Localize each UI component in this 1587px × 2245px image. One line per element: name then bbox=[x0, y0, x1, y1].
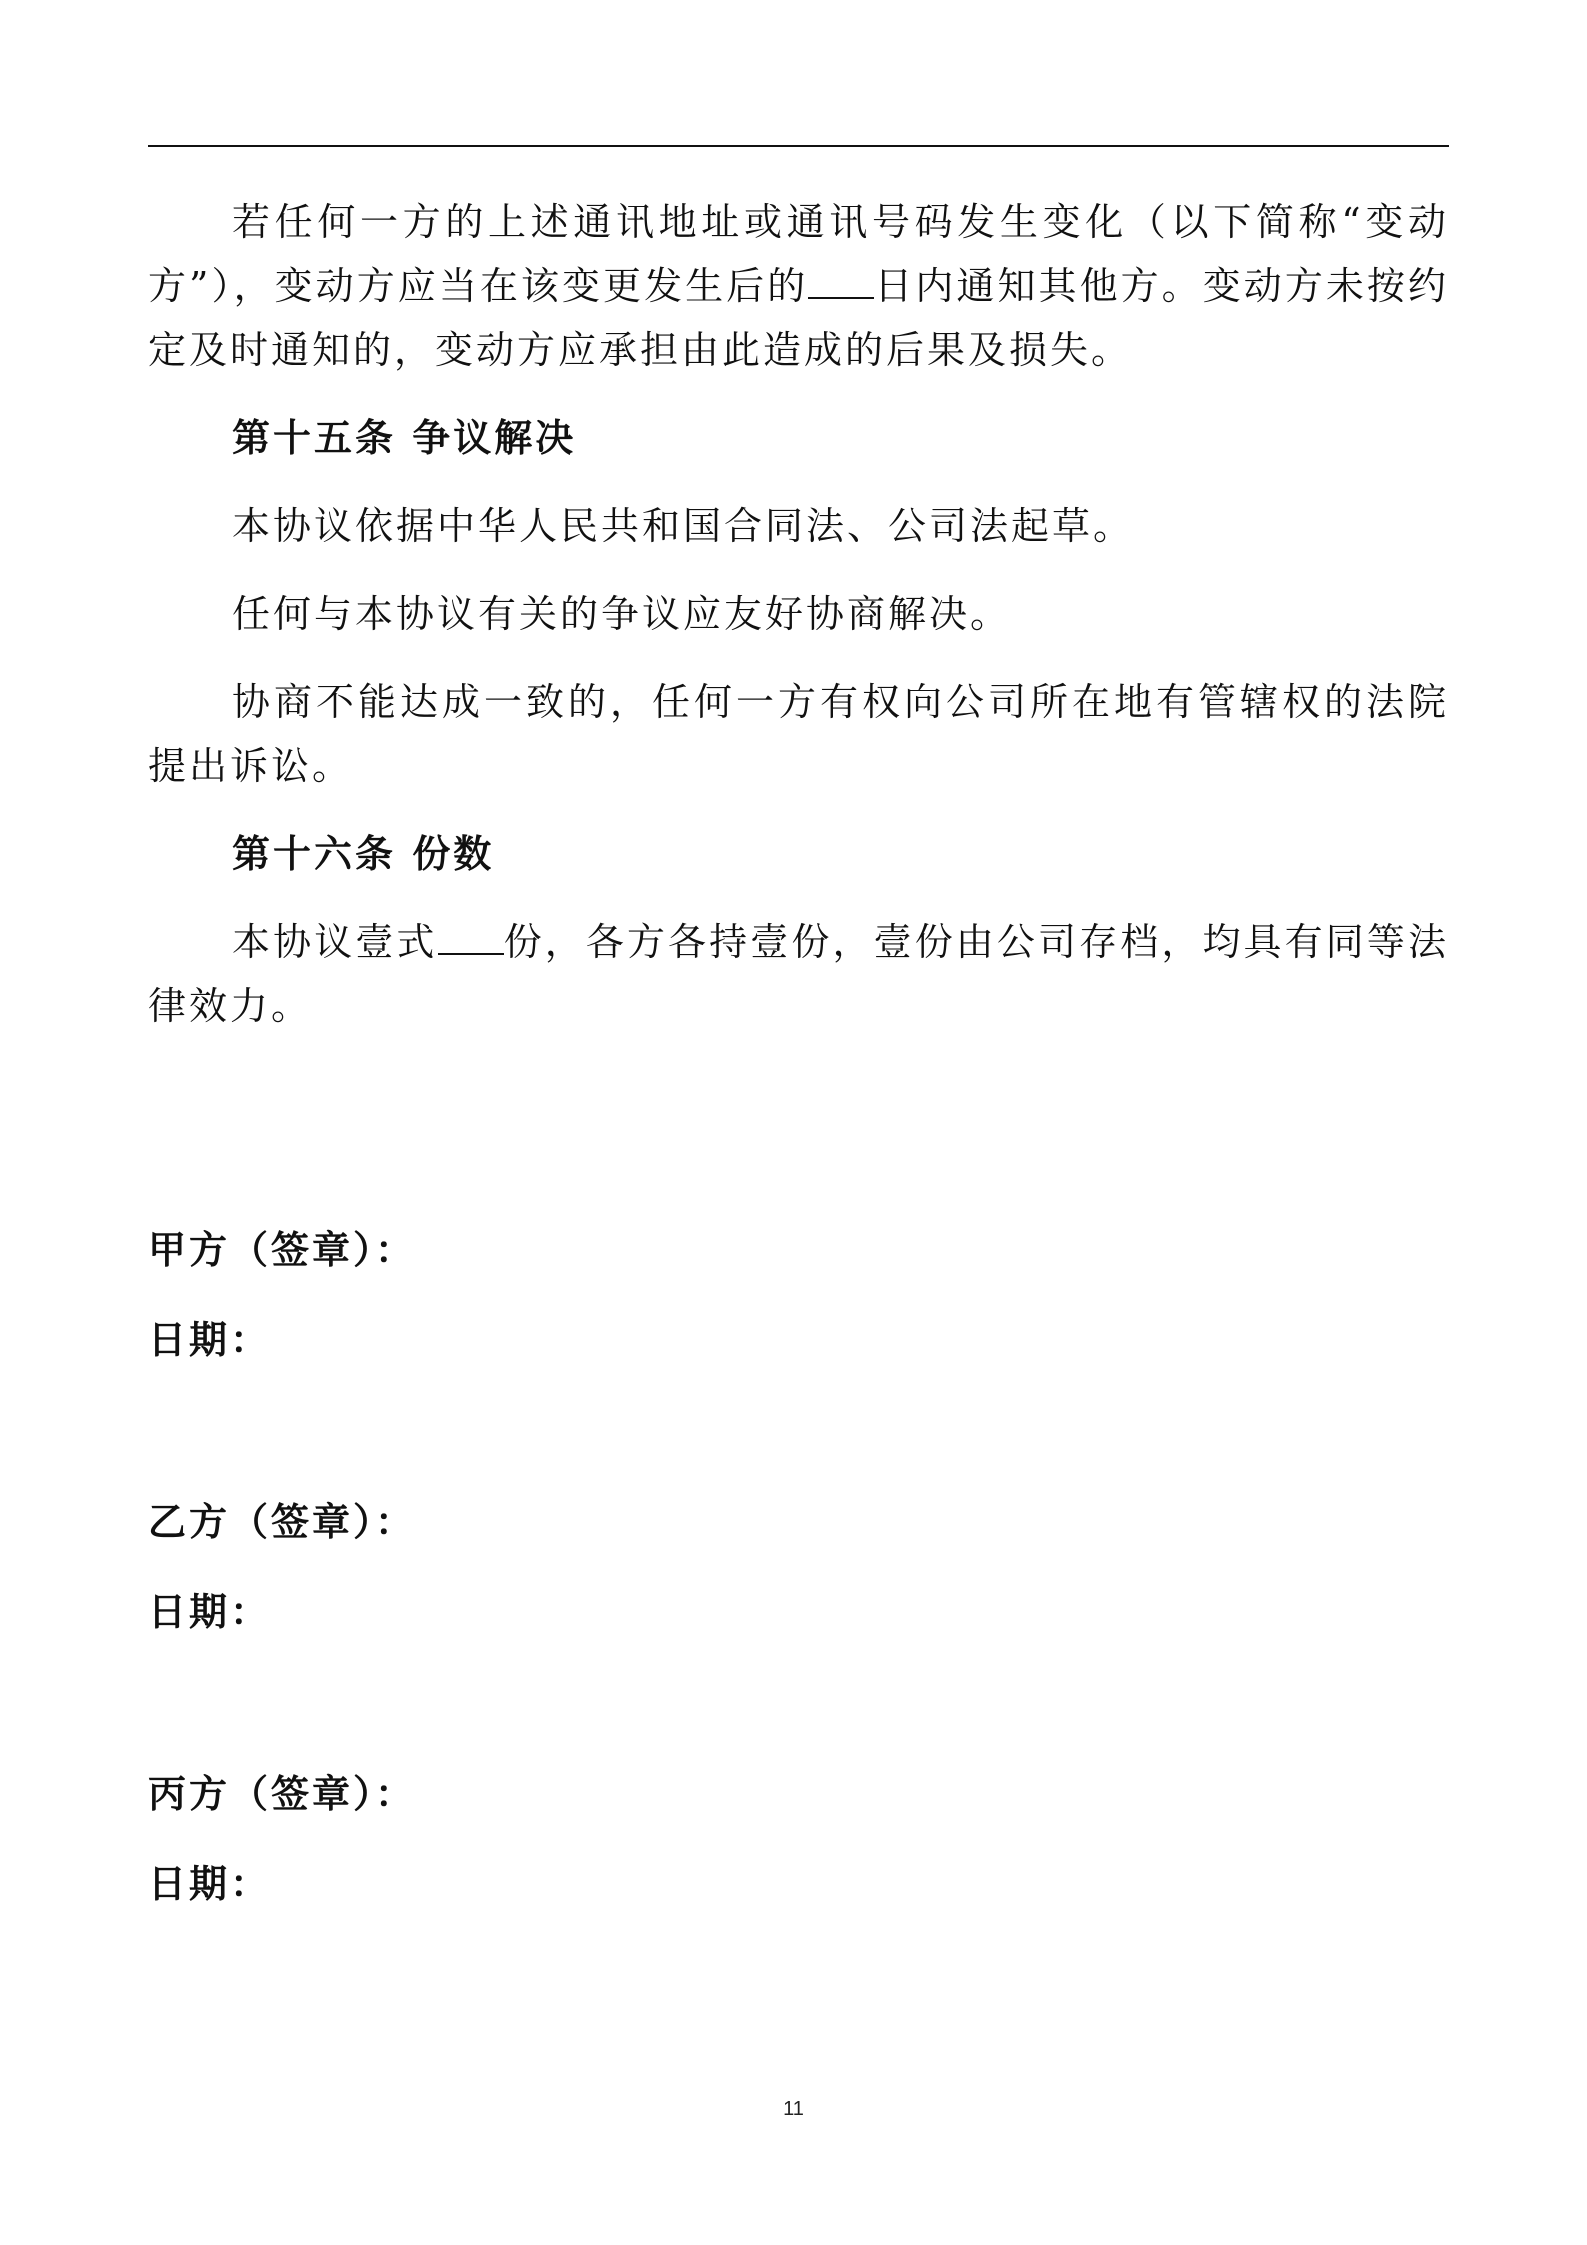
copies-text-1: 本协议壹式 bbox=[232, 920, 438, 964]
page-number: 11 bbox=[783, 2098, 804, 2120]
article-16-title: 第十六条 份数 bbox=[232, 832, 495, 876]
party-a-signature-block bbox=[148, 1222, 1048, 1368]
copies-text-2: 份，各方各持壹份，壹份由公司存档，均具有同等法律效力。 bbox=[148, 920, 1449, 1028]
article-15-paragraph-1: 本协议依据中华人民共和国合同法、公司法起草。 bbox=[232, 504, 1135, 548]
days-blank-field[interactable] bbox=[808, 263, 874, 299]
party-c-signature-label: 丙方（签章）： bbox=[148, 1772, 417, 1816]
article-15-paragraph-3: 协商不能达成一致的，任何一方有权向公司所在地有管辖权的法院提出诉讼。 bbox=[148, 680, 1449, 788]
article-16-paragraph bbox=[148, 910, 1449, 1038]
document-body bbox=[148, 190, 1449, 1062]
article-15-title: 第十五条 争议解决 bbox=[232, 416, 577, 460]
address-change-paragraph bbox=[148, 190, 1449, 382]
party-b-signature-label: 乙方（签章）： bbox=[148, 1500, 417, 1544]
header-divider bbox=[148, 145, 1449, 147]
party-c-signature-block bbox=[148, 1766, 1048, 1912]
party-b-signature-block bbox=[148, 1494, 1048, 1640]
address-change-text-2: 日内通知其他方。变动方未按约定及时通知的，变动方应承担由此造成的后果及损失。 bbox=[148, 264, 1449, 372]
party-a-signature-label: 甲方（签章）： bbox=[148, 1228, 417, 1272]
address-change-text-1: 若任何一方的上述通讯地址或通讯号码发生变化（以下简称“变动方”），变动方应当在该变更发生后的 bbox=[148, 200, 1449, 308]
party-c-date-label: 日期： bbox=[148, 1862, 272, 1906]
party-a-date-label: 日期： bbox=[148, 1318, 272, 1362]
party-b-date-label: 日期： bbox=[148, 1590, 272, 1634]
copies-blank-field[interactable] bbox=[438, 919, 504, 955]
article-15-paragraph-2: 任何与本协议有关的争议应友好协商解决。 bbox=[232, 592, 1012, 636]
